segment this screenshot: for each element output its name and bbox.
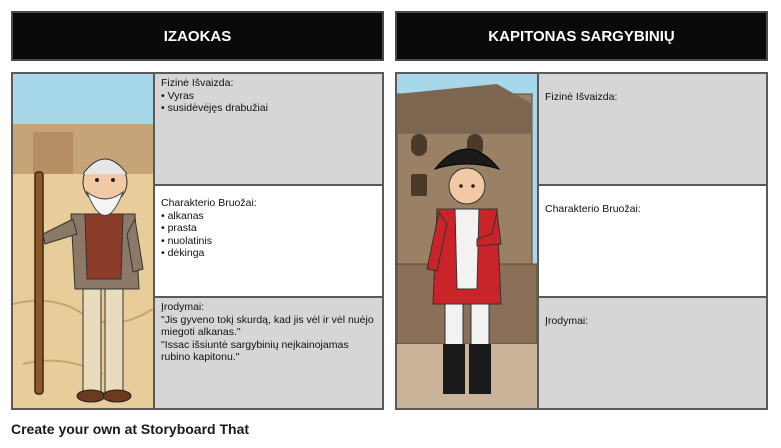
appearance-cell: [155, 74, 382, 186]
character-card-kapitonas: [395, 72, 768, 410]
evidence-label: Įrodymai:: [545, 315, 589, 327]
list-item: • nuolatinis: [161, 235, 376, 248]
appearance-list: [161, 90, 376, 115]
traits-label: Charakterio Bruožai:: [161, 197, 257, 209]
footer-link[interactable]: Create your own at Storyboard That: [11, 421, 250, 437]
list-item: • prasta: [161, 222, 376, 235]
character-name: KAPITONAS SARGYBINIŲ: [488, 27, 675, 45]
kapitonas-portrait: [397, 74, 539, 408]
list-item: • susidėvėjęs drabužiai: [161, 102, 376, 115]
traits-cell: [539, 186, 766, 298]
evidence-cell: [155, 298, 382, 408]
character-header-kapitonas: [395, 11, 768, 61]
character-header-izaokas: [11, 11, 384, 61]
traits-list: [161, 210, 376, 260]
list-item: • Vyras: [161, 90, 376, 103]
izaokas-portrait: [13, 74, 155, 408]
evidence-cell: [539, 298, 766, 408]
evidence-label: Įrodymai:: [161, 301, 205, 313]
appearance-label: Fizinė Išvaizda:: [545, 91, 618, 103]
list-item: • dėkinga: [161, 247, 376, 260]
appearance-cell: [539, 74, 766, 186]
character-name: IZAOKAS: [163, 27, 232, 45]
character-card-izaokas: [11, 72, 384, 410]
evidence-quote: "Jis gyveno tokį skurdą, kad jis vėl ir vėl nuėjo miegoti alkanas.": [161, 313, 374, 338]
list-item: • alkanas: [161, 210, 376, 223]
traits-cell: [155, 186, 382, 298]
evidence-quote: "Issac išsiuntė sargybinių neįkainojamas rubino kapitonu.": [161, 338, 349, 363]
appearance-label: Fizinė Išvaizda:: [161, 77, 234, 89]
traits-label: Charakterio Bruožai:: [545, 203, 641, 215]
